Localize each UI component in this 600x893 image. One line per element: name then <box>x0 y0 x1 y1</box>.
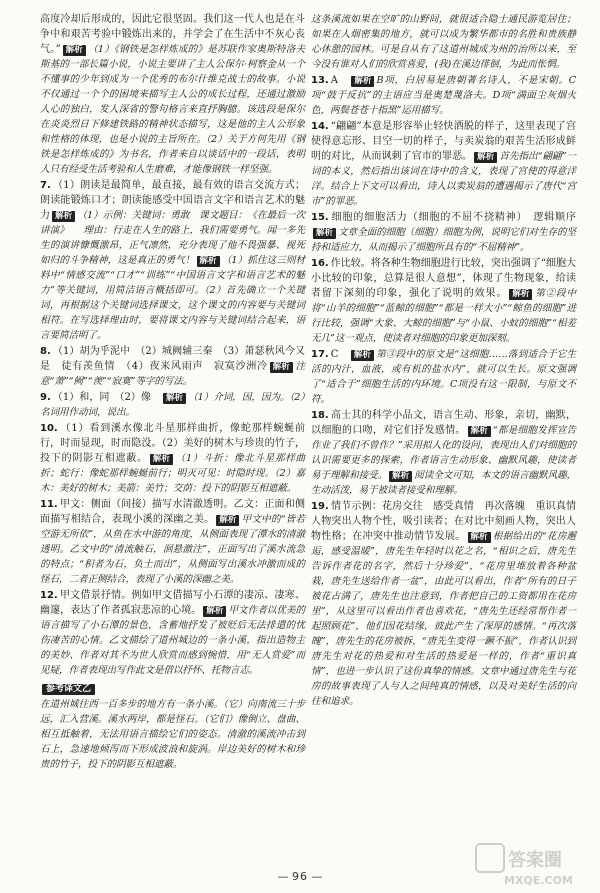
analysis-tag: 解析 <box>509 289 532 300</box>
svg-text:答案圈: 答案圈 <box>508 850 562 871</box>
analysis-tag: 解析 <box>270 362 293 373</box>
explanation-text: 在道州城往西一百多步的地方有一条小溪。（它）向南流三十步远，汇入营溪。溪水两岸，都是怪石。（它们）像倒立、盘曲、相互抵触着，无法用语言描绘它们的姿态。清澈的溪流冲击到石上，急速地倾泻而下形成波浪和旋涡。岸边美好的树木和珍贵的竹子，投下的阴影互相遮蔽。 <box>40 699 305 770</box>
analysis-tag: 解析 <box>216 515 239 526</box>
section-heading <box>40 681 305 696</box>
question-number: 15. <box>311 212 329 223</box>
answer-item <box>40 588 305 678</box>
answer-item <box>40 344 305 389</box>
analysis-tag: 解析 <box>351 76 374 87</box>
answer-item <box>40 697 305 772</box>
analysis-tag: 解析 <box>468 426 491 437</box>
right-column <box>311 12 586 710</box>
page-number: — 96 — <box>277 870 323 883</box>
question-number: 14. <box>311 121 329 132</box>
question-number: 12. <box>40 590 58 601</box>
explanation-text: （1）《钢铁是怎样炼成的》是苏联作家奥斯特洛夫斯基的一部长篇小说，小说主要讲了主人公保尔·柯察金从一个不懂事的少年到成为一个优秀的布尔什维克战士的故事。小说不仅通过一个个的困境来描写主人公的成长过程，还通过激励人心的独白，发人深省的警句格言来直抒胸臆。该选段是保尔在炎炎烈日下修建铁路的精神状态描写，这是他的主人公形象和性格的体现，也是小说的主旨所在。（2）关于方何先用《钢铁是怎样炼成的》为书名，作者来自以谈话中的一段话，表明人只有经受生活考验和人生磨难，才能像钢铁一样坚强。 <box>40 44 305 175</box>
question-number: 8. <box>40 346 51 357</box>
question-number: 16. <box>311 258 329 269</box>
question-number: 13. <box>311 75 329 86</box>
explanation-text: 注意“萧”“阙”“羡”“寂寞”等字的写法。 <box>40 361 305 387</box>
question-number: 17. <box>311 349 329 360</box>
answer-text: 细胞的细胞活力（细胞的不屈不挠精神） 逻辑顺序 <box>330 212 576 223</box>
answer-text: 甲文借景抒情。例如甲文借描写小石潭的凄凉、凄寒、幽邃，表达了作者孤寂悲凉的心境。 <box>40 590 305 616</box>
analysis-tag: 解析 <box>203 606 226 617</box>
analysis-tag: 解析 <box>63 45 86 56</box>
explanation-text: 第②段中将“山羊的细胞”“蓝鲸的细胞”“都是一样大小”“鲸鱼的细胞”进行比较，强调“大象、大鲸的细胞”与“小鼠、小蚊的细胞”“相差无几”这一观点，使读者对细胞的印象更加深刻。 <box>311 288 577 344</box>
question-number: 7. <box>40 180 51 191</box>
answer-item <box>311 119 576 209</box>
analysis-tag: 解析 <box>474 152 497 163</box>
answer-text: 高度冷却后形成的，因此它很坚固。我们这一代人也是在斗争中和艰苦考验中锻炼出来的，并学会了在生活中不灰心丧气。” <box>40 14 305 55</box>
answer-item <box>311 210 576 255</box>
explanation-text: （1）示例：关键词：勇敢 课文题目：《在最后一次讲演》 理由：行走在人生的路上，我们需要勇气。闻一多先生的演讲慷慨激昂，正气凛然，充分表现了他不畏强暴、视死如归的斗争精神，这是真正的勇气！ <box>40 210 305 266</box>
question-number: 11. <box>40 499 58 510</box>
analysis-tag: 解析 <box>197 256 220 267</box>
answer-text: C <box>330 349 349 360</box>
answer-item <box>311 12 576 72</box>
answer-text: （1）和，同 （2）像 <box>52 392 162 403</box>
analysis-tag: 解析 <box>313 228 336 239</box>
answer-text: “翩翩”本意是形容举止轻快洒脱的样子，这里表现了宫使得意忘形、目空一切的样子，与卖炭翁的艰苦生活形成鲜明的对比，从而讽刺了官市的罪恶。 <box>311 121 576 162</box>
answer-item <box>40 497 305 587</box>
answer-text: （1）看到溪水像北斗星那样曲折，像蛇那样蜿蜒前行，时而显现，时而隐没。（2）美好的树木与珍贵的竹子，投下的阴影互相遮蔽。 <box>40 423 305 464</box>
answer-text: （1）朗读是最简单，最直接，最有效的语言交流方式；朗读能锻炼口才；朗读能感受中国语言文字和语言艺术的魅力 <box>40 180 305 221</box>
analysis-tag: 解析 <box>52 211 75 222</box>
analysis-tag: 解析 <box>150 454 173 465</box>
explanation-text: （1）抓住这三则材料中“情感交流”“口才”“训练”“中国语言文字和语言艺术的魅力”等关键词，用简洁语言概括即可。（2）首先确立一个关键词，再根据这个关键词选择课文，这个课文的内容要与关键词相符。在写选择理由时，要将课文内容与关键词结合起来，语言要简洁明了。 <box>40 255 305 341</box>
answer-item <box>40 178 305 343</box>
explanation-text: （1）斗折：像北斗星那样曲折；蛇行：像蛇那样蜿蜒前行；明灭可见：时隐时现。（2）嘉木：美好的树木；美箭：美竹；交荫：投下的阴影互相遮蔽。 <box>40 453 306 494</box>
answer-item <box>311 347 576 407</box>
explanation-text: 首先指出“翩翩”一词的本义，然后指出该词在诗中的含义，表现了宫使的得意洋洋。结合上下文可以看出，诗人以卖炭翁的遭遇揭示了唐代“宫市”的罪恶。 <box>311 151 577 207</box>
answer-item <box>311 499 586 709</box>
question-number: 10. <box>40 423 58 434</box>
explanation-text: 文章全面的细胞（细胞）细胞为例，说明它们对生存的坚持和适应力，从而揭示了细胞所具有的“不屈精神”。 <box>311 227 576 253</box>
analysis-tag: 参考译文乙 <box>42 684 95 695</box>
explanation-text: 第③段中的原文是“这细胞……落到适合于它生活的内汁，血液，或有机的盐水内”，就可以生长。原文强调了“适合于”细胞生活的内环境。C项没有这一限制，与原文不符。 <box>311 349 577 405</box>
answer-item <box>40 421 305 496</box>
explanation-text: 甲文中的“皆若空游无所依”，从鱼在水中游的角度，从侧面表现了潭水的清澈透明。乙文中的“清流触石，洄悬激注”，正面写出了溪水流急的特点；“积者为石，负土而出”，从侧面写出溪水冲激而成的怪石，二者正侧结合，表现了小溪的深幽之美。 <box>40 514 305 585</box>
watermark-logo <box>474 838 594 888</box>
answer-item <box>40 12 305 177</box>
answer-text: A <box>330 75 350 86</box>
answer-text: 情节示例：花房交往 感受真情 再次落魄 重识真情 人物突出人物个性，吸引读者；在对比中刻画人物，突出人物性格；在冲突中推动情节发展。 <box>311 501 586 542</box>
question-number: 19. <box>311 501 329 512</box>
answer-item <box>40 390 305 420</box>
answer-text: 作比较。将各种生物细胞进行比较，突出强调了“细胞大小比较的印象，总算是很人意想”，体现了生物现象，给读者留下深刻的印象，强化了说明的效果。 <box>311 258 576 299</box>
answer-text: 甲文：侧面（间接）描写水清澈透明。乙文：正面和侧面描写相结合，表现小溪的深幽之美。 <box>40 499 305 525</box>
explanation-text: 阅读全文可知，本文的语言幽默风趣，生动活泼，易于被读者接受和理解。 <box>311 470 576 496</box>
left-column <box>40 12 305 773</box>
answer-item <box>311 256 576 346</box>
analysis-tag: 解析 <box>163 393 186 404</box>
question-number: 18. <box>311 410 329 421</box>
explanation-text: （1）介词，因，因为。（2）名词用作动词，说出。 <box>40 392 305 418</box>
page-number-value: 96 <box>292 870 308 883</box>
answer-text: （1）胡为乎泥中 （2）城阙辅三秦 （3）萧瑟秋风今又是 徒有羡鱼情 （4）夜来风雨声 寂寞沙洲冷 <box>40 346 305 372</box>
explanation-text: 根据给出的“花房邂逅，感受温暖”，唐先生年轻时以花之名，“相识之后，唐先生告诉作者花的名字，然后十分珍爱”，“花房里堆放着各种盆栽，唐先生送给作者一盆”，由此可以看出，作者“所有的日子被花占满了，唐先生也注意到，作者把自己的工资都用在花房里”，从这里可以看出作者也喜欢花，“唐先生还经常帮作者一起照顾花”，他们因花结缘，彼此产生了深厚的感情。“再次落魄”，唐先生的花房被拆，“唐先生变得一蹶不振”，作者认识到唐先生对花的热爱和对生活的热爱是一样的，作者“重识真情”，也进一步认识了这份真挚的情感。文章中通过唐先生与花房的故事表现了人与人之间纯真的情感，以及对美好生活的向往和追求。 <box>311 531 576 707</box>
analysis-tag: 解析 <box>351 350 374 361</box>
explanation-text: B项，白居易是唐朝著名诗人，不是宋朝。C项“鼓于反抗”的主语应当是奥楚蔑洛夫。D项“满面尘灰烟火色，两鬓苍苍十指黑”运用描写。 <box>311 75 576 116</box>
answer-item <box>311 408 576 498</box>
question-number: 9. <box>40 392 51 403</box>
explanation-text: 这条溪流如果在空旷的山野间，就很适合隐士通民游览居住；如果在人烟密集的地方，就可以成为繁华都市的名胜和贵族静心休憩的园林。可是自从有了这道州城成为州的治所以来，至今没有谁对人们的欣赏喜爱，(我)在溪边徘徊，为此而怅惘。 <box>311 14 576 70</box>
explanation-text: “都是细胞发挥宣告作业了我们不曾作？”采用拟人化的设问，表现出人们对细胞的认识需要更多的探索，作者语言生动形象、幽默风趣，使读者易于理解和接受。 <box>311 425 576 481</box>
answer-item <box>311 73 576 118</box>
answer-text: 高士其的科学小品文，语言生动、形象，亲切，幽默，以细胞的口吻，对它们抒发感情。 <box>311 410 576 436</box>
explanation-text: 甲文作者以优美的语言描写了小石潭的景色，含蓄地抒发了被贬后无法排遣的忧伤凄苦的心情。乙文描绘了道州城边的一条小溪，指出造物主的美妙、作者对其不为世人欣赏而感到惋惜，用“无人赏爱”而见疑，作者表现出写作此文是借以抒怀、托物言志。 <box>40 605 306 676</box>
analysis-tag: 解析 <box>389 471 412 482</box>
svg-text:MXQE.COM: MXQE.COM <box>504 874 573 887</box>
analysis-tag: 解析 <box>468 532 491 543</box>
